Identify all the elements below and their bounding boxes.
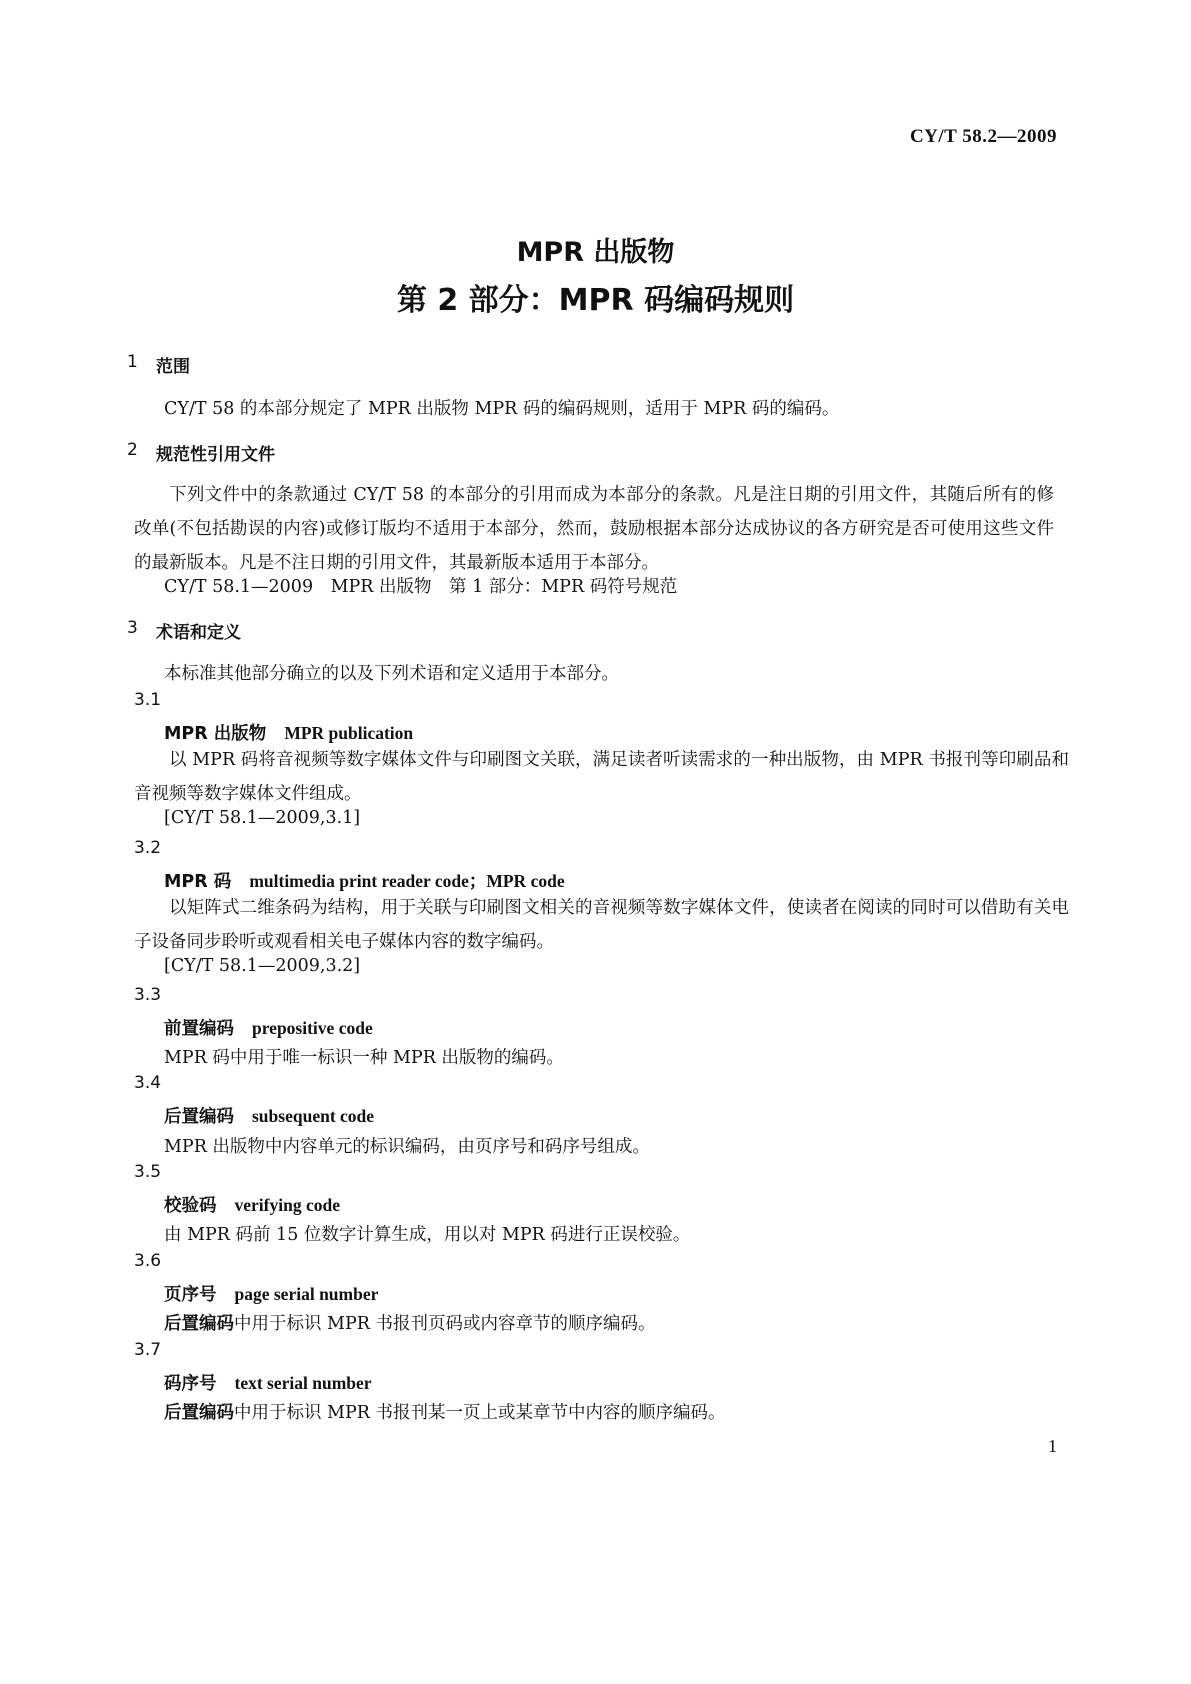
section-1-number: 1 — [127, 352, 138, 372]
term-3-1-source: [CY/T 58.1—2009,3.1] — [164, 808, 361, 828]
term-3-6-en: page serial number — [234, 1284, 379, 1304]
term-3-3-number: 3.3 — [134, 985, 162, 1005]
term-3-2-number: 3.2 — [134, 838, 162, 858]
term-3-1-number: 3.1 — [134, 690, 162, 710]
section-2-paragraph: 下列文件中的条款通过 CY/T 58 的本部分的引用而成为本部分的条款。凡是注日期的引用文件，其随后所有的修改单(不包括勘误的内容)或修订版均不适用于本部分，然而，鼓励根据本部分达成协议的各方研究是否可使用这些文件的最新版本。凡是不注日期的引用文件，其最新版本适用于本部分。 — [134, 485, 1054, 573]
document-title: MPR 出版物 — [516, 237, 675, 268]
term-3-7 — [164, 1370, 372, 1395]
term-3-7-definition — [164, 1399, 726, 1424]
term-3-1-definition: 以 MPR 码将音视频等数字媒体文件与印刷图文关联，满足读者听读需求的一种出版物，由 MPR 书报刊等印刷品和音视频等数字媒体文件组成。 — [134, 750, 1069, 804]
term-3-2-source: [CY/T 58.1—2009,3.2] — [164, 956, 361, 976]
term-3-3-zh: 前置编码 — [164, 1019, 234, 1039]
term-3-7-en: text serial number — [234, 1373, 372, 1393]
term-3-2-zh: MPR 码 — [164, 872, 232, 892]
term-3-1-en: MPR publication — [284, 723, 414, 743]
term-3-7-number: 3.7 — [134, 1340, 162, 1360]
term-3-7-def-ref: 后置编码 — [164, 1403, 234, 1423]
page-number: 1 — [1048, 1436, 1057, 1456]
term-3-6-number: 3.6 — [134, 1251, 162, 1271]
term-3-7-def-text: 中用于标识 MPR 书报刊某一页上或某章节中内容的顺序编码。 — [234, 1403, 726, 1423]
term-3-6 — [164, 1281, 378, 1306]
term-3-6-zh: 页序号 — [164, 1285, 217, 1305]
term-3-3 — [164, 1015, 373, 1040]
term-3-2-en: multimedia print reader code；MPR code — [249, 871, 565, 891]
document-subtitle: 第 2 部分：MPR 码编码规则 — [396, 283, 795, 318]
section-2-heading: 规范性引用文件 — [156, 445, 275, 465]
section-1-text: CY/T 58 的本部分规定了 MPR 出版物 MPR 码的编码规则，适用于 MPR 码的编码。 — [164, 399, 840, 419]
section-2-number: 2 — [127, 440, 138, 460]
term-3-1 — [164, 720, 413, 745]
term-3-5-definition: 由 MPR 码前 15 位数字计算生成，用以对 MPR 码进行正误校验。 — [164, 1225, 691, 1245]
term-3-4 — [164, 1103, 374, 1128]
term-3-5-en: verifying code — [234, 1195, 340, 1215]
term-3-5 — [164, 1192, 340, 1217]
term-3-4-number: 3.4 — [134, 1073, 162, 1093]
term-3-5-zh: 校验码 — [164, 1196, 217, 1216]
normative-reference: CY/T 58.1—2009 MPR 出版物 第 1 部分：MPR 码符号规范 — [164, 577, 678, 597]
term-3-2-definition: 以矩阵式二维条码为结构，用于关联与印刷图文相关的音视频等数字媒体文件，使读者在阅读的同时可以借助有关电子设备同步聆听或观看相关电子媒体内容的数字编码。 — [134, 898, 1069, 952]
section-3-heading: 术语和定义 — [156, 623, 241, 643]
term-3-5-number: 3.5 — [134, 1162, 162, 1182]
standard-code: CY/T 58.2—2009 — [909, 126, 1057, 147]
term-3-4-definition: MPR 出版物中内容单元的标识编码，由页序号和码序号组成。 — [164, 1137, 650, 1157]
term-3-2 — [164, 868, 565, 893]
term-3-3-en: prepositive code — [252, 1018, 373, 1038]
section-1-heading: 范围 — [156, 357, 190, 377]
term-3-6-def-text: 中用于标识 MPR 书报刊页码或内容章节的顺序编码。 — [234, 1314, 656, 1334]
term-3-7-zh: 码序号 — [164, 1374, 217, 1394]
term-3-6-definition — [164, 1310, 656, 1335]
section-3-intro: 本标准其他部分确立的以及下列术语和定义适用于本部分。 — [164, 664, 619, 684]
section-3-number: 3 — [127, 618, 138, 638]
term-3-1-zh: MPR 出版物 — [164, 724, 267, 744]
term-3-6-def-ref: 后置编码 — [164, 1314, 234, 1334]
term-3-4-zh: 后置编码 — [164, 1107, 234, 1127]
term-3-4-en: subsequent code — [252, 1106, 375, 1126]
term-3-3-definition: MPR 码中用于唯一标识一种 MPR 出版物的编码。 — [164, 1048, 564, 1068]
